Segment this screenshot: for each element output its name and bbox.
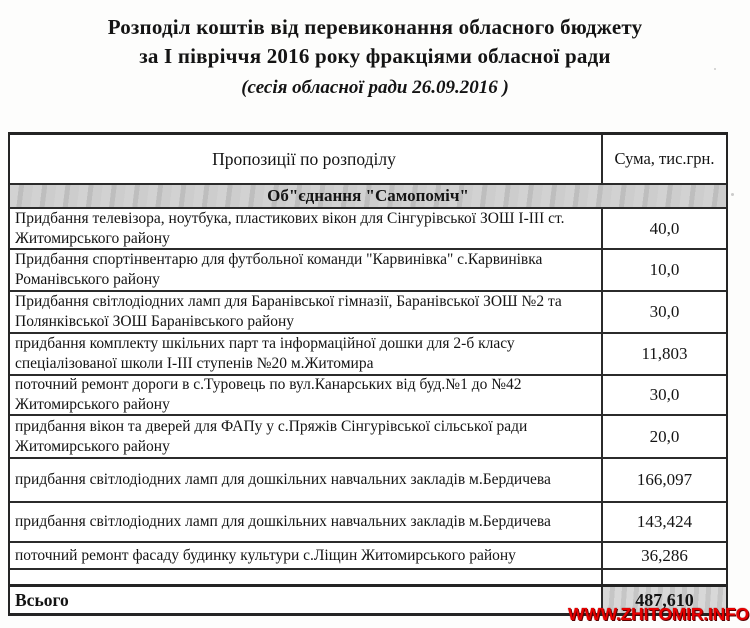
column-header-amount: Сума, тис.грн. — [601, 135, 726, 183]
proposal-cell — [10, 570, 601, 584]
amount-cell: 36,286 — [601, 543, 726, 568]
proposal-cell: Придбання спортінвентарю для футбольної команди "Карвинівка" с.Карвинівка Романівського району — [15, 251, 543, 288]
amount-cell: 143,424 — [601, 503, 726, 541]
amount-cell: 30,0 — [601, 376, 726, 414]
proposal-cell: Придбання світлодіодних ламп для Баранівської гімназії, Баранівської ЗОШ №2 та Полянківської ЗОШ Баранівського району — [15, 293, 562, 330]
allocation-table — [8, 132, 728, 616]
proposal-cell: придбання світлодіодних ламп для дошкільних навчальних закладів м.Бердичева — [15, 513, 551, 531]
column-header-proposals: Пропозиції по розподілу — [212, 148, 396, 169]
site-watermark: WWW.ZHITOMIR.INFO — [568, 604, 749, 624]
amount-cell — [601, 570, 726, 584]
proposal-cell: поточний ремонт дороги в с.Туровець по вул.Канарських від буд.№1 до №42 Житомирського району — [15, 376, 522, 413]
title-line-3: (сесія обласної ради 26.09.2016 ) — [241, 77, 509, 98]
empty-row — [10, 568, 726, 584]
scan-speck — [714, 68, 716, 70]
table-header-row — [10, 135, 726, 183]
amount-cell: 166,097 — [601, 459, 726, 501]
table-row — [10, 501, 726, 541]
proposal-cell: придбання світлодіодних ламп для дошкільних навчальних закладів м.Бердичева — [15, 471, 551, 489]
section-header-samopomich: Об"єднання "Самопоміч" — [10, 183, 726, 207]
title-line-2: за І півріччя 2016 року фракціями обласної ради — [139, 44, 611, 68]
table-row — [10, 414, 726, 457]
table-row — [10, 374, 726, 414]
table-row — [10, 457, 726, 501]
amount-cell: 20,0 — [601, 416, 726, 457]
title-line-1: Розподіл коштів від перевиконання обласного бюджету — [107, 15, 643, 39]
scan-speck — [731, 193, 734, 196]
total-amount: 487,610 — [601, 587, 726, 613]
total-label: Всього — [15, 589, 69, 610]
amount-cell: 10,0 — [601, 250, 726, 290]
table-row — [10, 332, 726, 374]
amount-cell: 40,0 — [601, 209, 726, 248]
document-title — [0, 13, 750, 101]
proposal-cell: поточний ремонт фасаду будинку культури с.Ліщин Житомирського району — [15, 546, 516, 564]
table-row — [10, 290, 726, 332]
proposal-cell: придбання комплекту шкільних парт та інформаційної дошки для 2-б класу спеціалізованої школи І-ІІІ ступенів №20 м.Житомира — [15, 335, 515, 372]
table-row — [10, 541, 726, 568]
amount-cell: 30,0 — [601, 292, 726, 332]
table-row — [10, 248, 726, 290]
table-row — [10, 207, 726, 248]
proposal-cell: придбання вікон та дверей для ФАПу у с.Пряжів Сінгурівської сільської ради Житомирського району — [15, 417, 528, 455]
amount-cell: 11,803 — [601, 334, 726, 374]
proposal-cell: Придбання телевізора, ноутбука, пластикових вікон для Сінгурівської ЗОШ І-ІІІ ст. Житомирського району — [15, 209, 565, 247]
